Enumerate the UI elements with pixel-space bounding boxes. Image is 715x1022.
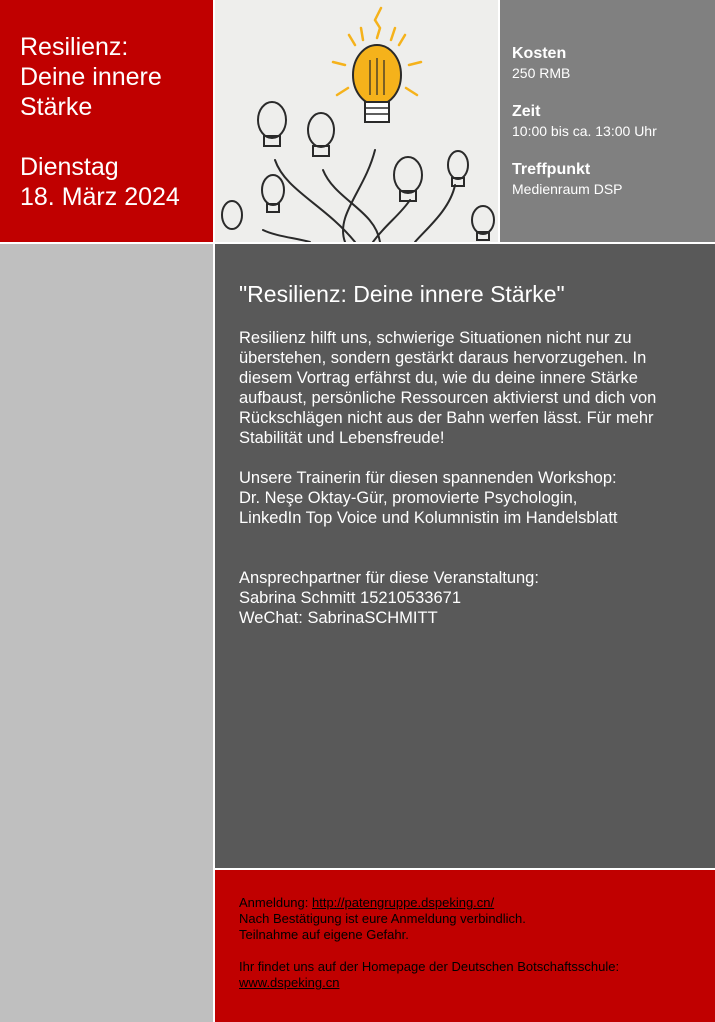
cost-label: Kosten [512, 45, 567, 62]
place-value: Medienraum DSP [512, 181, 623, 197]
event-date-value: 18. März 2024 [20, 183, 180, 211]
lightbulbs-image [215, 0, 498, 242]
trainer-role: LinkedIn Top Voice und Kolumnistin im Handelsblatt [239, 509, 618, 527]
trainer-section [239, 468, 695, 528]
contact-person: Sabrina Schmitt 15210533671 [239, 589, 461, 607]
cost-info [512, 44, 715, 82]
time-value: 10:00 bis ca. 13:00 Uhr [512, 123, 657, 139]
time-label: Zeit [512, 103, 541, 120]
main-panel [215, 244, 715, 868]
description-paragraph: Resilienz hilft uns, schwierige Situationen nicht nur zu überstehen, sondern gestärkt daraus hervorzugehen. In diesem Vortrag erfährst du, wie du deine innere Stärke aufbaust, persönliche Ressourcen aktivierst und dich von Rückschlägen nicht aus der Bahn werfen lässt. Für mehr Stabilität und Lebensfreude! [239, 329, 657, 447]
trainer-name: Dr. Neşe Oktay-Gür, promovierte Psychologin, [239, 489, 578, 507]
event-info [500, 0, 715, 242]
registration-link[interactable]: http://patengruppe.dspeking.cn/ [312, 895, 495, 910]
registration-label: Anmeldung: [239, 895, 312, 910]
contact-wechat: WeChat: SabrinaSCHMITT [239, 609, 438, 627]
left-gray-column [0, 244, 213, 1022]
contact-intro: Ansprechpartner für diese Veranstaltung: [239, 569, 539, 587]
contact-section [239, 568, 695, 628]
homepage-link[interactable]: www.dspeking.cn [239, 975, 340, 990]
lightbulbs-icon [215, 0, 498, 242]
homepage-text: Ihr findet uns auf der Homepage der Deutschen Botschaftsschule: [239, 959, 620, 974]
registration-footer [215, 870, 715, 1022]
registration-line [239, 895, 715, 911]
event-title: Resilienz: Deine innere Stärke [20, 33, 162, 121]
place-label: Treffpunkt [512, 161, 591, 178]
event-weekday: Dienstag [20, 153, 119, 181]
event-date [20, 152, 213, 212]
trainer-intro: Unsere Trainerin für diesen spannenden Workshop: [239, 469, 617, 487]
confirmation-text: Nach Bestätigung ist eure Anmeldung verbindlich. [239, 911, 526, 926]
main-heading: "Resilienz: Deine innere Stärke" [239, 281, 565, 307]
place-info [512, 160, 715, 198]
time-info [512, 102, 715, 140]
title-block [0, 0, 213, 242]
cost-value: 250 RMB [512, 65, 571, 81]
risk-text: Teilnahme auf eigene Gefahr. [239, 927, 409, 942]
